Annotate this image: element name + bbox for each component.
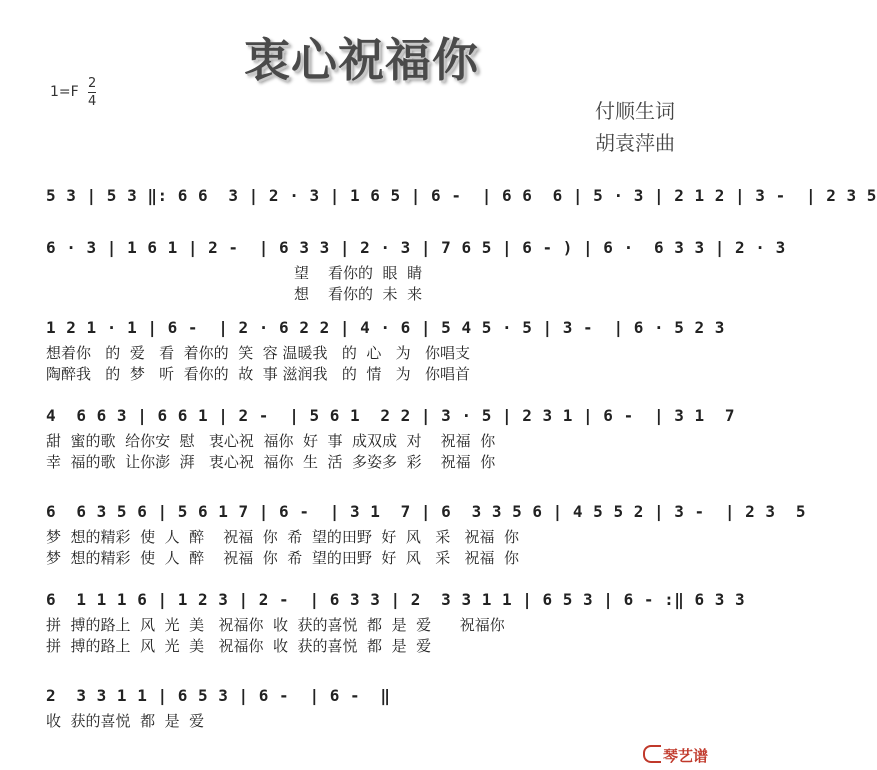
key-signature: 1=F (50, 84, 79, 100)
notation-line: 6 6 3 5 6 | 5 6 1 7 | 6 - | 3 1 7 | 6 3 3 5 6 | 4 5 5 2 | 3 - | 2 3 5 (46, 502, 806, 521)
lyricist-credit: 付顺生词 (595, 99, 675, 123)
notation-line: 2 3 3 1 1 | 6 5 3 | 6 - | 6 - ‖ (46, 686, 391, 705)
lyric-verse-1: 想着你 的 爱 看 着你的 笑 容 温暖我 的 心 为 你唱支 (46, 344, 470, 362)
lyric-verse-1: 收 获的喜悦 都 是 爱 (46, 712, 205, 730)
score-line-2 (46, 238, 786, 305)
meter-top: 2 (88, 76, 97, 91)
notation-line: 4 6 6 3 | 6 6 1 | 2 - | 5 6 1 2 2 | 3 · 5 | 2 3 1 | 6 - | 3 1 7 (46, 406, 736, 425)
notation-line: 5 3 | 5 3 ‖: 6 6 3 | 2 · 3 | 1 6 5 | 6 - | 6 6 6 | 5 · 3 | 2 1 2 | 3 - | 2 3 5 (46, 186, 877, 205)
score-line-3 (46, 318, 725, 385)
meter-bottom: 4 (88, 94, 97, 109)
lyric-verse-1: 望 看你的 眼 睛 (46, 264, 423, 282)
lyric-verse-2: 梦 想的精彩 使 人 醉 祝福 你 希 望的田野 好 风 采 祝福 你 (46, 549, 520, 567)
lyric-verse-2: 想 看你的 未 来 (46, 285, 423, 303)
composer-credit: 胡袁萍曲 (595, 131, 675, 155)
lyric-verse-1: 梦 想的精彩 使 人 醉 祝福 你 希 望的田野 好 风 采 祝福 你 (46, 528, 520, 546)
song-title: 衷心祝福你 (244, 33, 479, 87)
score-line-4 (46, 406, 736, 473)
notation-line: 1 2 1 · 1 | 6 - | 2 · 6 2 2 | 4 · 6 | 5 4 5 · 5 | 3 - | 6 · 5 2 3 (46, 318, 725, 337)
score-line-7 (46, 686, 686, 732)
time-signature (88, 76, 96, 109)
lyric-verse-2: 幸 福的歌 让你澎 湃 衷心祝 福你 生 活 多姿多 彩 祝福 你 (46, 453, 496, 471)
logo-icon (643, 745, 661, 763)
watermark-logo (643, 745, 708, 766)
notation-line: 6 · 3 | 1 6 1 | 2 - | 6 3 3 | 2 · 3 | 7 6 5 | 6 - ) | 6 · 6 3 3 | 2 · 3 (46, 238, 786, 257)
lyric-verse-1: 甜 蜜的歌 给你安 慰 衷心祝 福你 好 事 成双成 对 祝福 你 (46, 432, 496, 450)
watermark-text: 琴艺谱 (663, 747, 709, 765)
lyric-verse-1: 拼 搏的路上 风 光 美 祝福你 收 获的喜悦 都 是 爱 祝福你 (46, 616, 505, 634)
score-line-5 (46, 502, 806, 569)
lyric-verse-2: 陶醉我 的 梦 听 看你的 故 事 滋润我 的 情 为 你唱首 (46, 365, 470, 383)
score-line-6 (46, 590, 746, 657)
notation-line: 6 1 1 1 6 | 1 2 3 | 2 - | 6 3 3 | 2 3 3 1 1 | 6 5 3 | 6 - :‖ 6 3 3 (46, 590, 746, 609)
score-line-1 (46, 186, 877, 205)
lyric-verse-2: 拼 搏的路上 风 光 美 祝福你 收 获的喜悦 都 是 爱 (46, 637, 432, 655)
